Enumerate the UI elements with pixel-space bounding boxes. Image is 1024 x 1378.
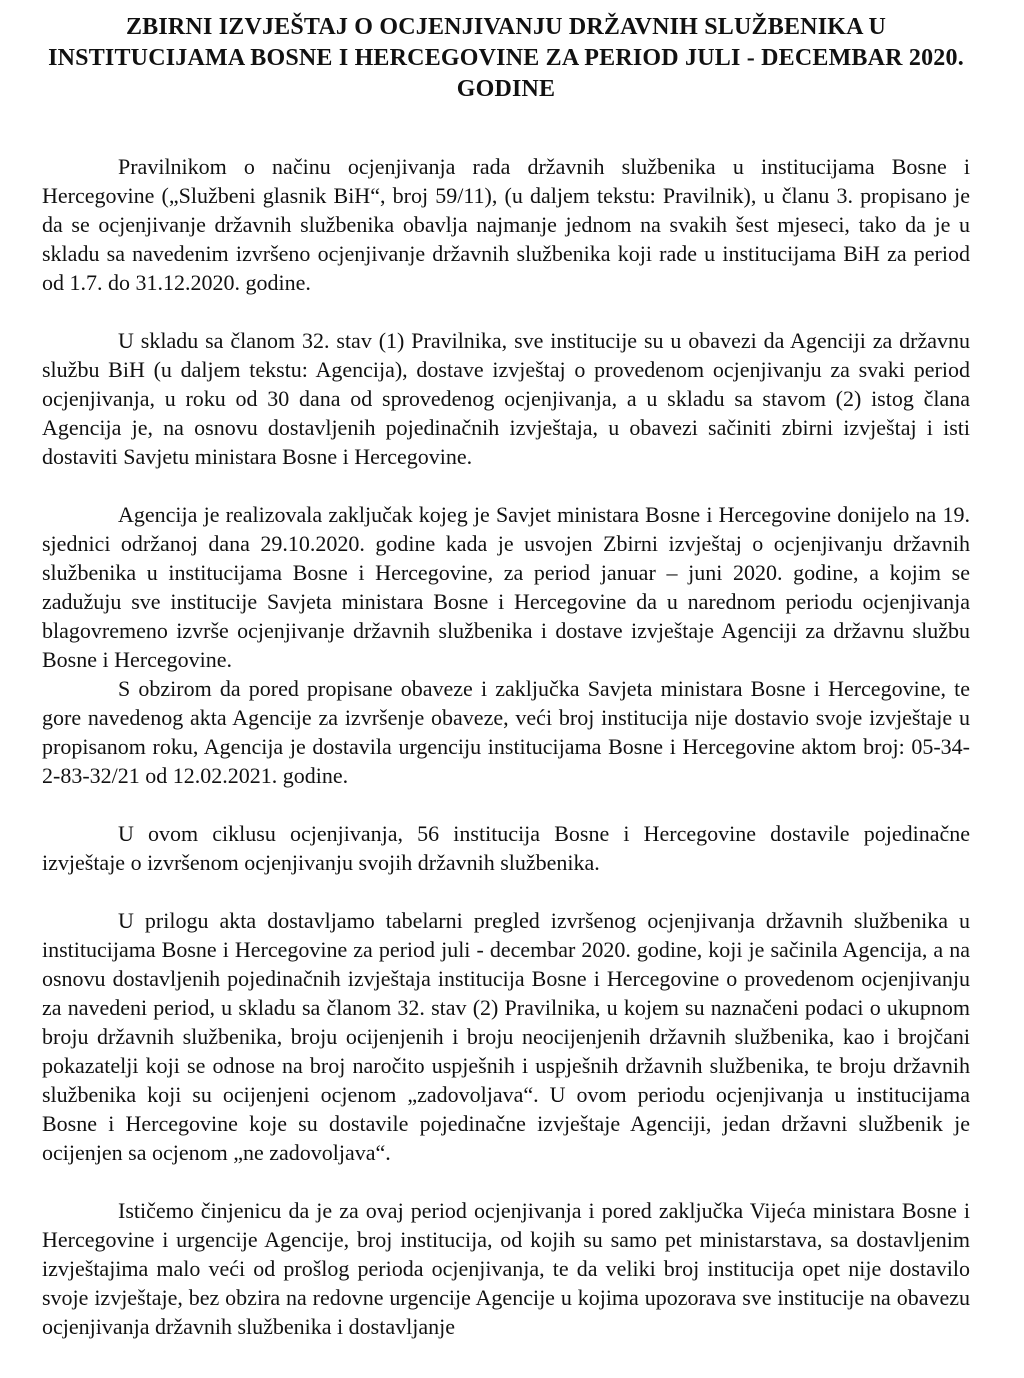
paragraph: U ovom ciklusu ocjenjivanja, 56 institucija Bosne i Hercegovine dostavile pojedinačne izvještaje o izvršenom ocjenjivanju svojih državnih službenika. (42, 821, 970, 875)
document-body (42, 152, 970, 1341)
title-line: GODINE (456, 76, 556, 102)
paragraph: Ističemo činjenicu da je za ovaj period ocjenjivanja i pored zaključka Vijeća ministara Bosne i Hercegovine i urgencije Agencije, broj institucija, od kojih su samo pet ministarstava, sa dostavljenim izvještajima malo veći od prošlog perioda ocjenjivanja, te da veliki broj institucija opet nije dostavilo svoje izvještaje, bez obzira na redovne urgencije Agencije u kojima upozorava sve institucije na obavezu ocjenjivanja državnih službenika i dostavljanje (42, 1198, 970, 1339)
document-title (42, 12, 970, 105)
paragraph: U prilogu akta dostavljamo tabelarni pregled izvršenog ocjenjivanja državnih službenika u institucijama Bosne i Hercegovine za period juli - decembar 2020. godine, koji je sačinila Agencija, a na osnovu dostavljenih pojedinačnih izvještaja institucija Bosne i Hercegovine o provedenom ocjenjivanju za navedeni period, u skladu sa članom 32. stav (2) Pravilnika, u kojem su naznačeni podaci o ukupnom broju državnih službenika, broju ocijenjenih i broju neocijenjenih državnih službenika, kao i brojčani pokazatelji koji se odnose na broj naročito uspješnih i uspješnih državnih službenika, te broju državnih službenika koji su ocijenjeni ocjenom „zadovoljava“. U ovom periodu ocjenjivanja u institucijama Bosne i Hercegovine koje su dostavile pojedinačne izvještaje Agenciji, jedan državni službenik je ocijenjen sa ocjenom „ne zadovoljava“. (42, 908, 970, 1165)
paragraph: U skladu sa članom 32. stav (1) Pravilnika, sve institucije su u obavezi da Agenciji za državnu službu BiH (u daljem tekstu: Agencija), dostave izvještaj o provedenom ocjenjivanju za svaki period ocjenjivanja, u roku od 30 dana od sprovedenog ocjenjivanja, a u skladu sa stavom (2) istog člana Agencija je, na osnovu dostavljenih pojedinačnih izvještaja, u obavezi sačiniti zbirni izvještaj i isti dostaviti Savjetu ministara Bosne i Hercegovine. (42, 328, 970, 469)
paragraph: S obzirom da pored propisane obaveze i zaključka Savjeta ministara Bosne i Hercegovine, te gore navedenog akta Agencije za izvršenje obaveze, veći broj institucija nije dostavio svoje izvještaje u propisanom roku, Agencija je dostavila urgenciju institucijama Bosne i Hercegovine aktom broj: 05-34-2-83-32/21 od 12.02.2021. godine. (42, 676, 970, 788)
paragraph: Pravilnikom o načinu ocjenjivanja rada državnih službenika u institucijama Bosne i Hercegovine („Službeni glasnik BiH“, broj 59/11), (u daljem tekstu: Pravilnik), u članu 3. propisano je da se ocjenjivanje državnih službenika obavlja najmanje jednom na svakih šest mjeseci, tako da je u skladu sa navedenim izvršeno ocjenjivanje državnih službenika koji rade u institucijama BiH za period od 1.7. do 31.12.2020. godine. (42, 154, 970, 295)
title-line: ZBIRNI IZVJEŠTAJ O OCJENJIVANJU DRŽAVNIH SLUŽBENIKA U (125, 14, 887, 40)
title-line: INSTITUCIJAMA BOSNE I HERCEGOVINE ZA PERIOD JULI - DECEMBAR 2020. (48, 45, 964, 71)
paragraph: Agencija je realizovala zaključak kojeg je Savjet ministara Bosne i Hercegovine donijelo na 19. sjednici održanoj dana 29.10.2020. godine kada je usvojen Zbirni izvještaj o ocjenjivanju državnih službenika u institucijama Bosne i Hercegovine, za period januar – juni 2020. godine, a kojim se zadužuju sve institucije Savjeta ministara Bosne i Hercegovine da u narednom periodu ocjenjivanja blagovremeno izvrše ocjenjivanje državnih službenika i dostave izvještaje Agenciji za državnu službu Bosne i Hercegovine. (42, 502, 970, 672)
